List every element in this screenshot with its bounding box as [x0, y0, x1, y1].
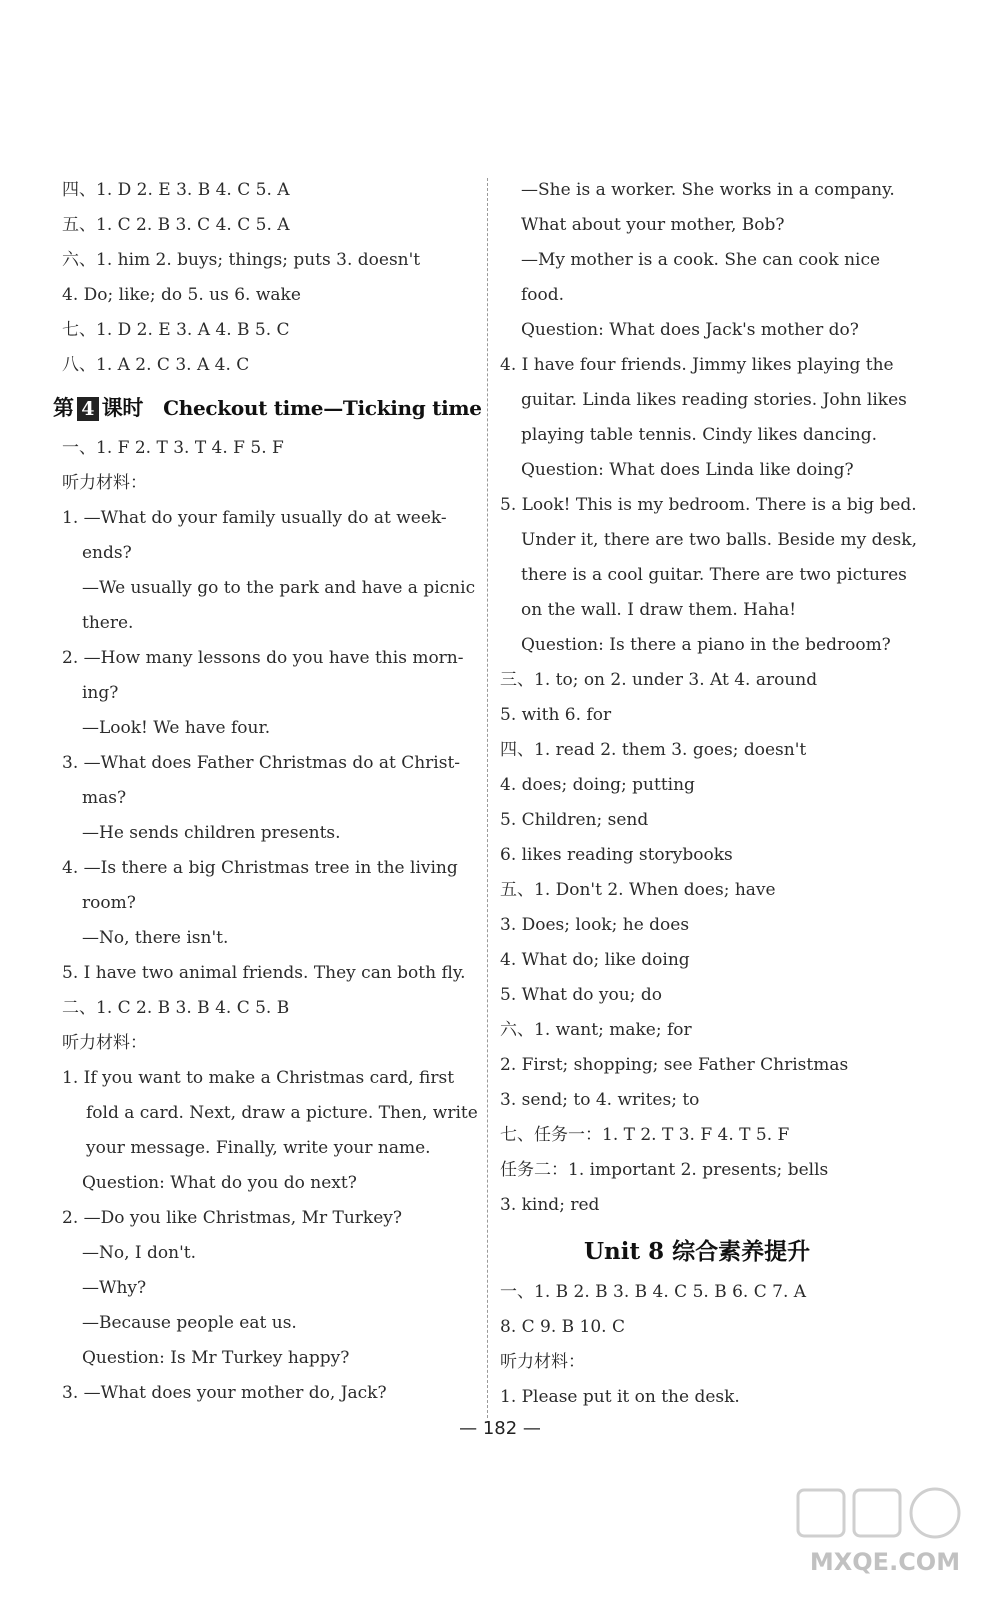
answer-line: 4. I have four friends. Jimmy likes playing the — [500, 355, 894, 375]
answer-line — [62, 471, 147, 495]
answer-line — [62, 318, 290, 342]
answer-line — [82, 821, 341, 845]
column-divider — [487, 178, 489, 1418]
answer-line — [82, 926, 228, 950]
answer-line — [62, 283, 301, 307]
answer-line: guitar. Linda likes reading stories. John likes — [521, 390, 907, 410]
answer-line — [62, 436, 284, 460]
answer-line: Question: Is there a piano in the bedroom? — [521, 635, 891, 655]
line-text: fold a card. Next, draw a picture. Then, write — [86, 1103, 478, 1123]
answer-line — [82, 576, 475, 600]
answer-line: there is a cool guitar. There are two pictures — [521, 565, 907, 585]
line-text: 3. —What does your mother do, Jack? — [62, 1383, 387, 1403]
answer-line: 五、1. Don't 2. When does; have — [500, 880, 776, 900]
answer-line: 5. What do you; do — [500, 985, 662, 1005]
answer-line: Under it, there are two balls. Beside my desk, — [521, 530, 917, 550]
answer-line: 4. does; doing; putting — [500, 775, 695, 795]
section-label: 四、 — [62, 180, 96, 200]
line-text: 3. —What does Father Christmas do at Christ- — [62, 753, 461, 773]
answer-line — [86, 1136, 431, 1160]
section-label: 二、 — [62, 998, 96, 1018]
answer-line — [82, 786, 126, 810]
line-text: 2. —Do you like Christmas, Mr Turkey? — [62, 1208, 403, 1228]
line-text: 听力材料： — [62, 1033, 147, 1053]
line-text: 1. F 2. T 3. T 4. F 5. F — [96, 438, 284, 458]
line-text: 1. C 2. B 3. B 4. C 5. B — [96, 998, 290, 1018]
answer-line: Question: What does Linda like doing? — [521, 460, 854, 480]
answer-line — [62, 248, 420, 272]
line-text: —Look! We have four. — [82, 718, 271, 738]
section-label: 八、 — [62, 355, 96, 375]
answer-line — [62, 996, 289, 1020]
unit-title: Unit 8 综合素养提升 — [584, 1238, 811, 1265]
answer-line: 1. Please put it on the desk. — [500, 1387, 740, 1407]
line-text: 1. —What do your family usually do at week- — [62, 508, 447, 528]
answer-line — [62, 1381, 387, 1405]
line-text: 4. —Is there a big Christmas tree in the living — [62, 858, 458, 878]
lesson-heading — [53, 392, 482, 422]
lesson-suffix: 课时 — [101, 395, 144, 420]
answer-line — [62, 751, 460, 775]
watermark-logo — [790, 1482, 980, 1582]
answer-line: 2. First; shopping; see Father Christmas — [500, 1055, 849, 1075]
answer-line — [82, 1171, 357, 1195]
answer-line: 3. send; to 4. writes; to — [500, 1090, 700, 1110]
answer-line — [82, 1276, 146, 1300]
section-label: 五、 — [62, 215, 96, 235]
answer-line — [82, 716, 270, 740]
line-text: —No, I don't. — [82, 1243, 197, 1263]
answer-line — [62, 1206, 402, 1230]
answer-line: —She is a worker. She works in a company. — [521, 180, 895, 200]
line-text: room? — [82, 893, 136, 913]
answer-line — [82, 541, 132, 565]
line-text: 1. A 2. C 3. A 4. C — [96, 355, 250, 375]
answer-line — [82, 1311, 297, 1335]
lesson-prefix: 第 — [53, 395, 74, 420]
line-text: 5. I have two animal friends. They can both fly. — [62, 963, 466, 983]
line-text: 2. —How many lessons do you have this morn- — [62, 648, 464, 668]
line-text: 4. Do; like; do 5. us 6. wake — [62, 285, 301, 305]
line-text: your message. Finally, write your name. — [86, 1138, 431, 1158]
answer-line: 5. Look! This is my bedroom. There is a big bed. — [500, 495, 917, 515]
line-text: ing? — [82, 683, 119, 703]
answer-line: 5. Children; send — [500, 810, 649, 830]
answer-line — [62, 646, 464, 670]
line-text: —We usually go to the park and have a picnic — [82, 578, 476, 598]
line-text: there. — [82, 613, 134, 633]
answer-line — [82, 1346, 349, 1370]
answer-line: 六、1. want; make; for — [500, 1020, 692, 1040]
answer-line: playing table tennis. Cindy likes dancing. — [521, 425, 878, 445]
answer-line: 七、任务一：1. T 2. T 3. F 4. T 5. F — [500, 1125, 790, 1145]
answer-line: 8. C 9. B 10. C — [500, 1317, 626, 1337]
answer-line: 3. kind; red — [500, 1195, 600, 1215]
section-label: 六、 — [62, 250, 96, 270]
line-text: 1. D 2. E 3. A 4. B 5. C — [96, 320, 290, 340]
answer-line: 6. likes reading storybooks — [500, 845, 733, 865]
line-text: Question: Is Mr Turkey happy? — [82, 1348, 350, 1368]
answer-line: 3. Does; look; he does — [500, 915, 690, 935]
answer-line: What about your mother, Bob? — [521, 215, 785, 235]
answer-line — [62, 353, 249, 377]
answer-line: on the wall. I draw them. Haha! — [521, 600, 797, 620]
page-number: — 182 — — [459, 1418, 541, 1439]
answer-line: Question: What does Jack's mother do? — [521, 320, 859, 340]
answer-line: 4. What do; like doing — [500, 950, 690, 970]
answer-line: 一、1. B 2. B 3. B 4. C 5. B 6. C 7. A — [500, 1282, 807, 1302]
answer-line: 任务二：1. important 2. presents; bells — [500, 1160, 829, 1180]
answer-line — [82, 611, 133, 635]
line-text: ends? — [82, 543, 132, 563]
answer-line: 5. with 6. for — [500, 705, 612, 725]
line-text: Question: What do you do next? — [82, 1173, 357, 1193]
answer-line: 听力材料： — [500, 1352, 585, 1372]
line-text: —No, there isn't. — [82, 928, 229, 948]
lesson-title: Checkout time—Ticking time — [163, 396, 482, 420]
line-text: —Because people eat us. — [82, 1313, 297, 1333]
answer-line — [62, 856, 458, 880]
line-text: mas? — [82, 788, 127, 808]
section-label: 一、 — [62, 438, 96, 458]
answer-line: 三、1. to; on 2. under 3. At 4. around — [500, 670, 818, 690]
answer-line — [62, 961, 466, 985]
line-text: 1. D 2. E 3. B 4. C 5. A — [96, 180, 290, 200]
watermark-text: MXQE.COM — [809, 1548, 961, 1576]
answer-line — [62, 213, 290, 237]
line-text: 1. If you want to make a Christmas card, first — [62, 1068, 455, 1088]
answer-line — [82, 1241, 196, 1265]
answer-line: food. — [521, 285, 565, 305]
answer-line: —My mother is a cook. She can cook nice — [521, 250, 881, 270]
line-text: —He sends children presents. — [82, 823, 341, 843]
line-text: 1. him 2. buys; things; puts 3. doesn't — [96, 250, 421, 270]
answer-line — [62, 1066, 454, 1090]
answer-line: 四、1. read 2. them 3. goes; doesn't — [500, 740, 807, 760]
section-label: 七、 — [62, 320, 96, 340]
line-text: —Why? — [82, 1278, 147, 1298]
answer-line — [62, 506, 447, 530]
answer-line — [86, 1101, 478, 1125]
answer-line — [82, 891, 136, 915]
line-text: 听力材料： — [62, 473, 147, 493]
line-text: 1. C 2. B 3. C 4. C 5. A — [96, 215, 290, 235]
answer-line — [62, 1031, 147, 1055]
lesson-number-badge: 4 — [77, 397, 99, 421]
answer-line — [62, 178, 290, 202]
answer-line — [82, 681, 118, 705]
